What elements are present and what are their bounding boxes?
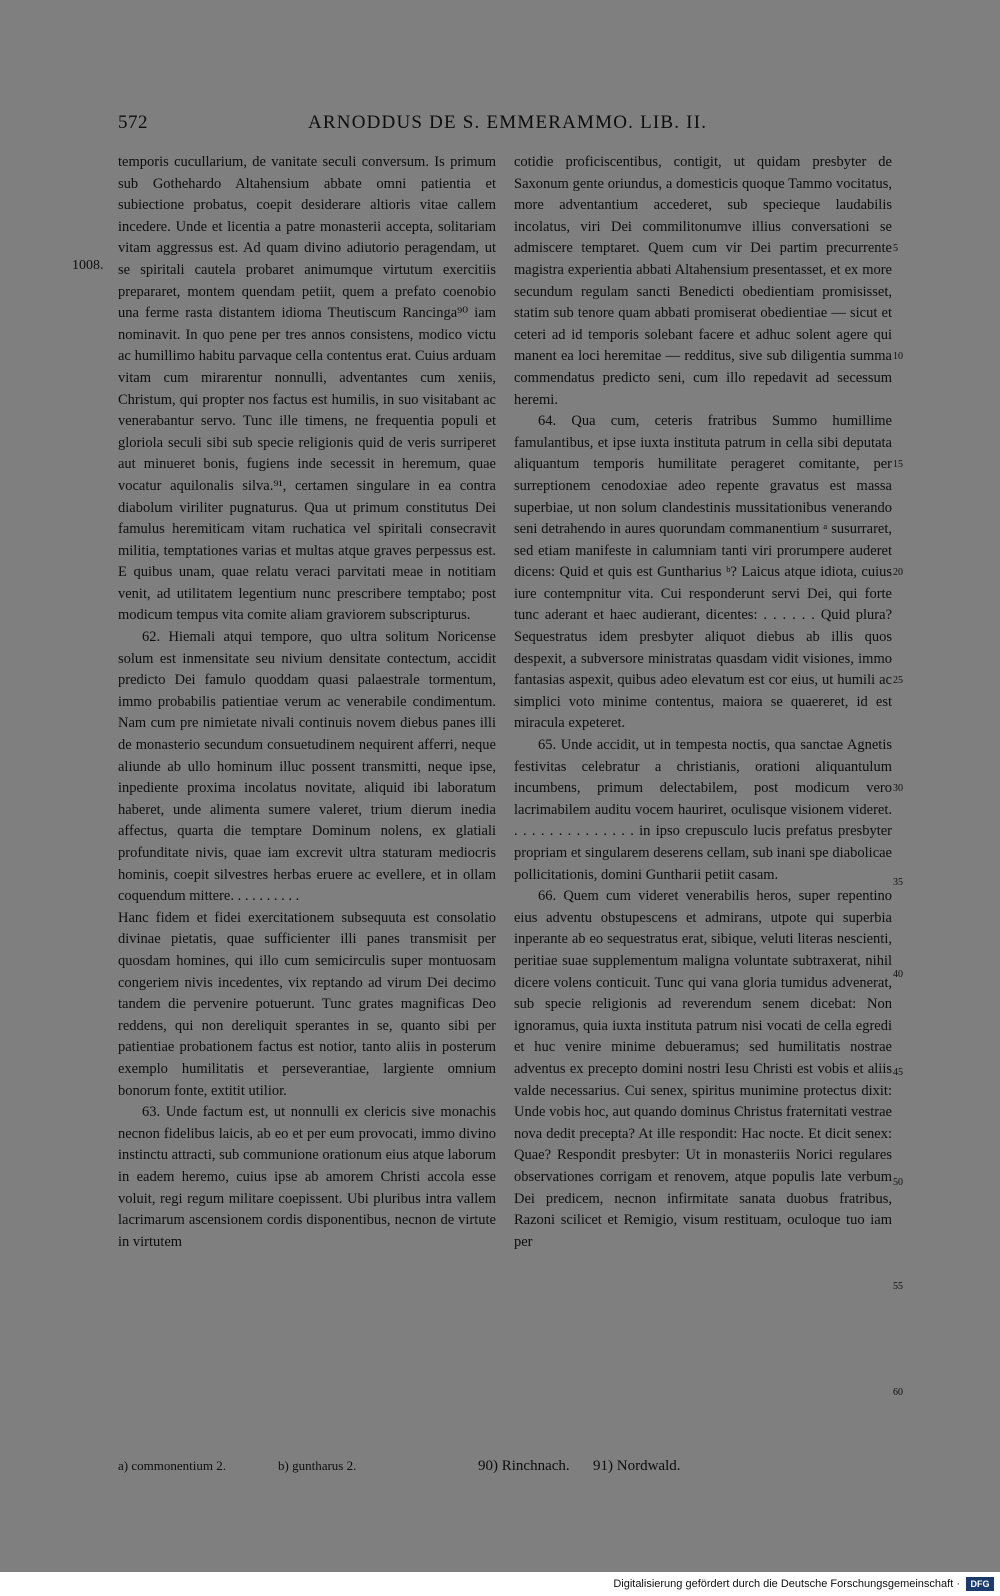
paragraph: 62. Hiemali atqui tempore, quo ultra solitum Noricense solum est inmensitate seu nivium densitate contectum, accidit predicto Dei famulo quoddam quasi palaestrale tormentum, immo probabilis patientiae verum ac venerabile condimentum. Nam cum pre nimietate nivali continuis novem diebus panes illi de monasterio secundum consuetudinem nequirent afferri, neque aliunde ab ullo hominum illuc possent transmitti, neque ipse, inpediente proxima incolatus novitate, aliquid ibi laboratum haberet, unde alimenta sumere valeret, trium dierum inedia affectus, quarta die temptare Dominum nolens, ex glatiali profunditate nivis, quae iam excrevit ultra staturam mediocris hominis, coepit silvestres herbas eruere ac evellere, et in ollam coquendum mittere. . . . . . . . . . — [118, 629, 496, 905]
line-number: 50 — [893, 1177, 903, 1188]
line-number: 45 — [893, 1067, 903, 1078]
paragraph: cotidie proficiscentibus, contigit, ut quidam presbyter de Saxonum gente oriundus, a domesticis quoque Tammo vocitatus, more adventantium accederet, sub specieque laudabilis incolatus, viri Dei commilitonumve illius conversationi se admiscere temptaret. Quem cum vir Dei partim precurrente magistra experientia abbati Altahensium presentasset, et ex more secundum regulam sancti Benedicti obedientiam promisisset, statim sub tenore quam abbati promiserat obedientiae — sicut et ceteri ad id temporis solebant facere et adhuc solent agere qui manent ea loci heremitae — redditus, sive sub diligentia summa commendatus predicto seni, cum illo repedavit ad secessum heremi. — [514, 154, 892, 408]
line-number: 25 — [893, 675, 903, 686]
paragraph: 63. Unde factum est, ut nonnulli ex clericis sive monachis necnon fidelibus laicis, ab eo et per eum provocati, immo divino instinctu attracti, sub communione orationum eius atque laborum in eadem heremo, cuius ipse ab amorem Christi accola esse voluit, regi regum militare coepissent. Ubi pluribus intra vallem lacrimarum ascensionem cordis disponentibus, necnon de virtute in virtutem — [118, 1104, 496, 1250]
left-text-column — [118, 152, 496, 1253]
paragraph: temporis cucullarium, de vanitate seculi conversum. Is primum sub Gothehardo Altahensium abbate omni patientia et subiectione probatus, coepit desiderare altioris vitae callem incedere. Unde et licentia a patre monasterii accepta, solitariam vitam aggressus est. Ad quam divino adiutorio peragendam, ut se spiritali cautela probaret animumque virtutum exercitiis prepararet, montem quendam petiit, quem a prefato coenobio una ferme rasta distantem idioma Theutiscum Rancinga⁹⁰ iam nominavit. In quo pene per tres annos consistens, modico victu ac humillimo habitu parvaque cella contentus erat. Cuius arduam vitam cum mirarentur nonnulli, adventantes cum xeniis, Christum, qui propter nos factus est humilis, in suo visitabant ac venerabantur servo. Tunc ille timens, ne frequentia populi et gloriola seculi sibi sub specie religionis quid de veris surriperet aut minueret bonis, fugiens inde secessit in heremum, quae vocatur aquilonalis silva.⁹¹, certamen singulare in ea contra diabolum viriliter pugnaturus. Qua ut primum constitutus Dei famulus heremiticam vitam ruchatica vel spiritali consecravit militia, temptationes varias et multas atque graves perpessus est. E quibus unam, quae relatu veraci parvitati meae in notitiam venit, ad utilitatem legentium nunc prescribere temptabo; post modicum tempus vita comite aliam graviorem subscripturus. — [118, 154, 496, 624]
running-title: ARNODDUS DE S. EMMERAMMO. LIB. II. — [308, 112, 708, 133]
page-number: 572 — [118, 112, 148, 133]
line-number: 60 — [893, 1387, 903, 1398]
dfg-logo: DFG — [966, 1577, 994, 1591]
footnote-a: a) commonentium 2. — [118, 1458, 226, 1473]
footnote-b: b) guntharus 2. — [278, 1458, 357, 1473]
paragraph: Hanc fidem et fidei exercitationem subsequuta est consolatio divinae pietatis, quae sufficienter illi panes transmisit per quosdam homines, qui illo cum semicirculis super montuosam congeriem nivis incedentes, vix reptando ad virum Dei decimo tandem die pervenire potuerunt. Tunc grates magnificas Deo reddens, qui non dereliquit sperantes in se, quanto sibi per patientiae probationem factus est notior, tanto aliis in posterum exemplo humilitatis et perseverantiae, largiente omnium bonorum fonte, extitit utilior. — [118, 909, 496, 1099]
paragraph: 66. Quem cum videret venerabilis heros, super repentino eius adventu obstupescens et admirans, utpote qui superbia inperante ab eo sequestratus erat, sibique, veluti literas nescienti, peritiae suae supplementum maligna voluntate subtraxerat, nihil dicere volens conticuit. Tunc qui vana gloria tumidus advenerat, sub specie religionis ad reverendum senem dicebat: Non ignoramus, quia iuxta instituta patrum nisi vocati de cella egredi et huc venire minime debueramus; sed humilitatis nostrae adventus ex precepto domini nostri Iesu Christi est vobis et aliis valde necessarius. Cui senex, spiritus munimine protectus dixit: Unde vobis hoc, aut quando dominus Christus fraternitati vestrae nova dedit precepta? At ille respondit: Hac nocte. Et dicit senex: Quae? Respondit presbyter: Ut in monasteriis Norici regulares observationes corrigam et renovem, atque populis late verbum Dei predicem, necnon infirmitate sanata duobus fratribus, Razoni scilicet et Remigio, visum restituam, oculoque tuo iam per — [514, 888, 892, 1250]
line-number: 40 — [893, 969, 903, 980]
right-text-column — [514, 152, 892, 1253]
line-number: 5 — [893, 243, 898, 254]
funding-notice: Digitalisierung gefördert durch die Deutsche Forschungsgemeinschaft · — [613, 1578, 960, 1590]
line-number: 55 — [893, 1281, 903, 1292]
line-number: 30 — [893, 783, 903, 794]
footer-bar — [0, 1572, 1000, 1596]
line-number: 35 — [893, 877, 903, 888]
line-number: 20 — [893, 567, 903, 578]
page-header — [118, 112, 898, 142]
line-number: 10 — [893, 351, 903, 362]
paragraph: 65. Unde accidit, ut in tempesta noctis, qua sanctae Agnetis festivitas celebratur a christianis, orationi aliquantulum incumbens, primum delectabilem, post modicum vero lacrimabilem auditu vocem hauriret, oculisque visionem videret. . . . . . . . . . . . . . . in ipso crepusculo lucis prefatus presbyter propriam et singularem deserens cellam, sub inani spe diabolicae pollicitationis, domini Guntharii petiit casam. — [514, 737, 892, 883]
line-number: 15 — [893, 459, 903, 470]
paragraph: 64. Qua cum, ceteris fratribus Summo humillime famulantibus, et ipse iuxta instituta patrum in cella sibi deputata aliquantum temporis humilitate perageret comitante, per surreptionem cenodoxiae adeo repente gravatus est massa superbiae, ut non solum clandestinis mussitationibus venerando seni detrahendo in aures quorundam commanentium ᵃ susurraret, sed etiam manifeste in calumniam tanti viri prorumpere auderet dicens: Quid et quis est Guntharius ᵇ? Laicus atque idiota, cuius iure contempnitur vita. Cui responderunt servi Dei, qui forte tunc aderant et haec audierant, dicentes: . . . . . . Quid plura? Sequestratus idem presbyter aliquot diebus ab illis quos despexit, a subversore ministratas quasdam vidit visiones, immo fantasias aspexit, quibus adeo elevatum est cor eius, ut humili ac simplici voto minime contentus, maiora se quaereret, id est miracula expeteret. — [514, 413, 892, 732]
margin-year-note: 1008. — [72, 258, 104, 273]
footnote-90: 90) Rinchnach. — [478, 1458, 570, 1474]
footnote-91: 91) Nordwald. — [593, 1458, 681, 1474]
